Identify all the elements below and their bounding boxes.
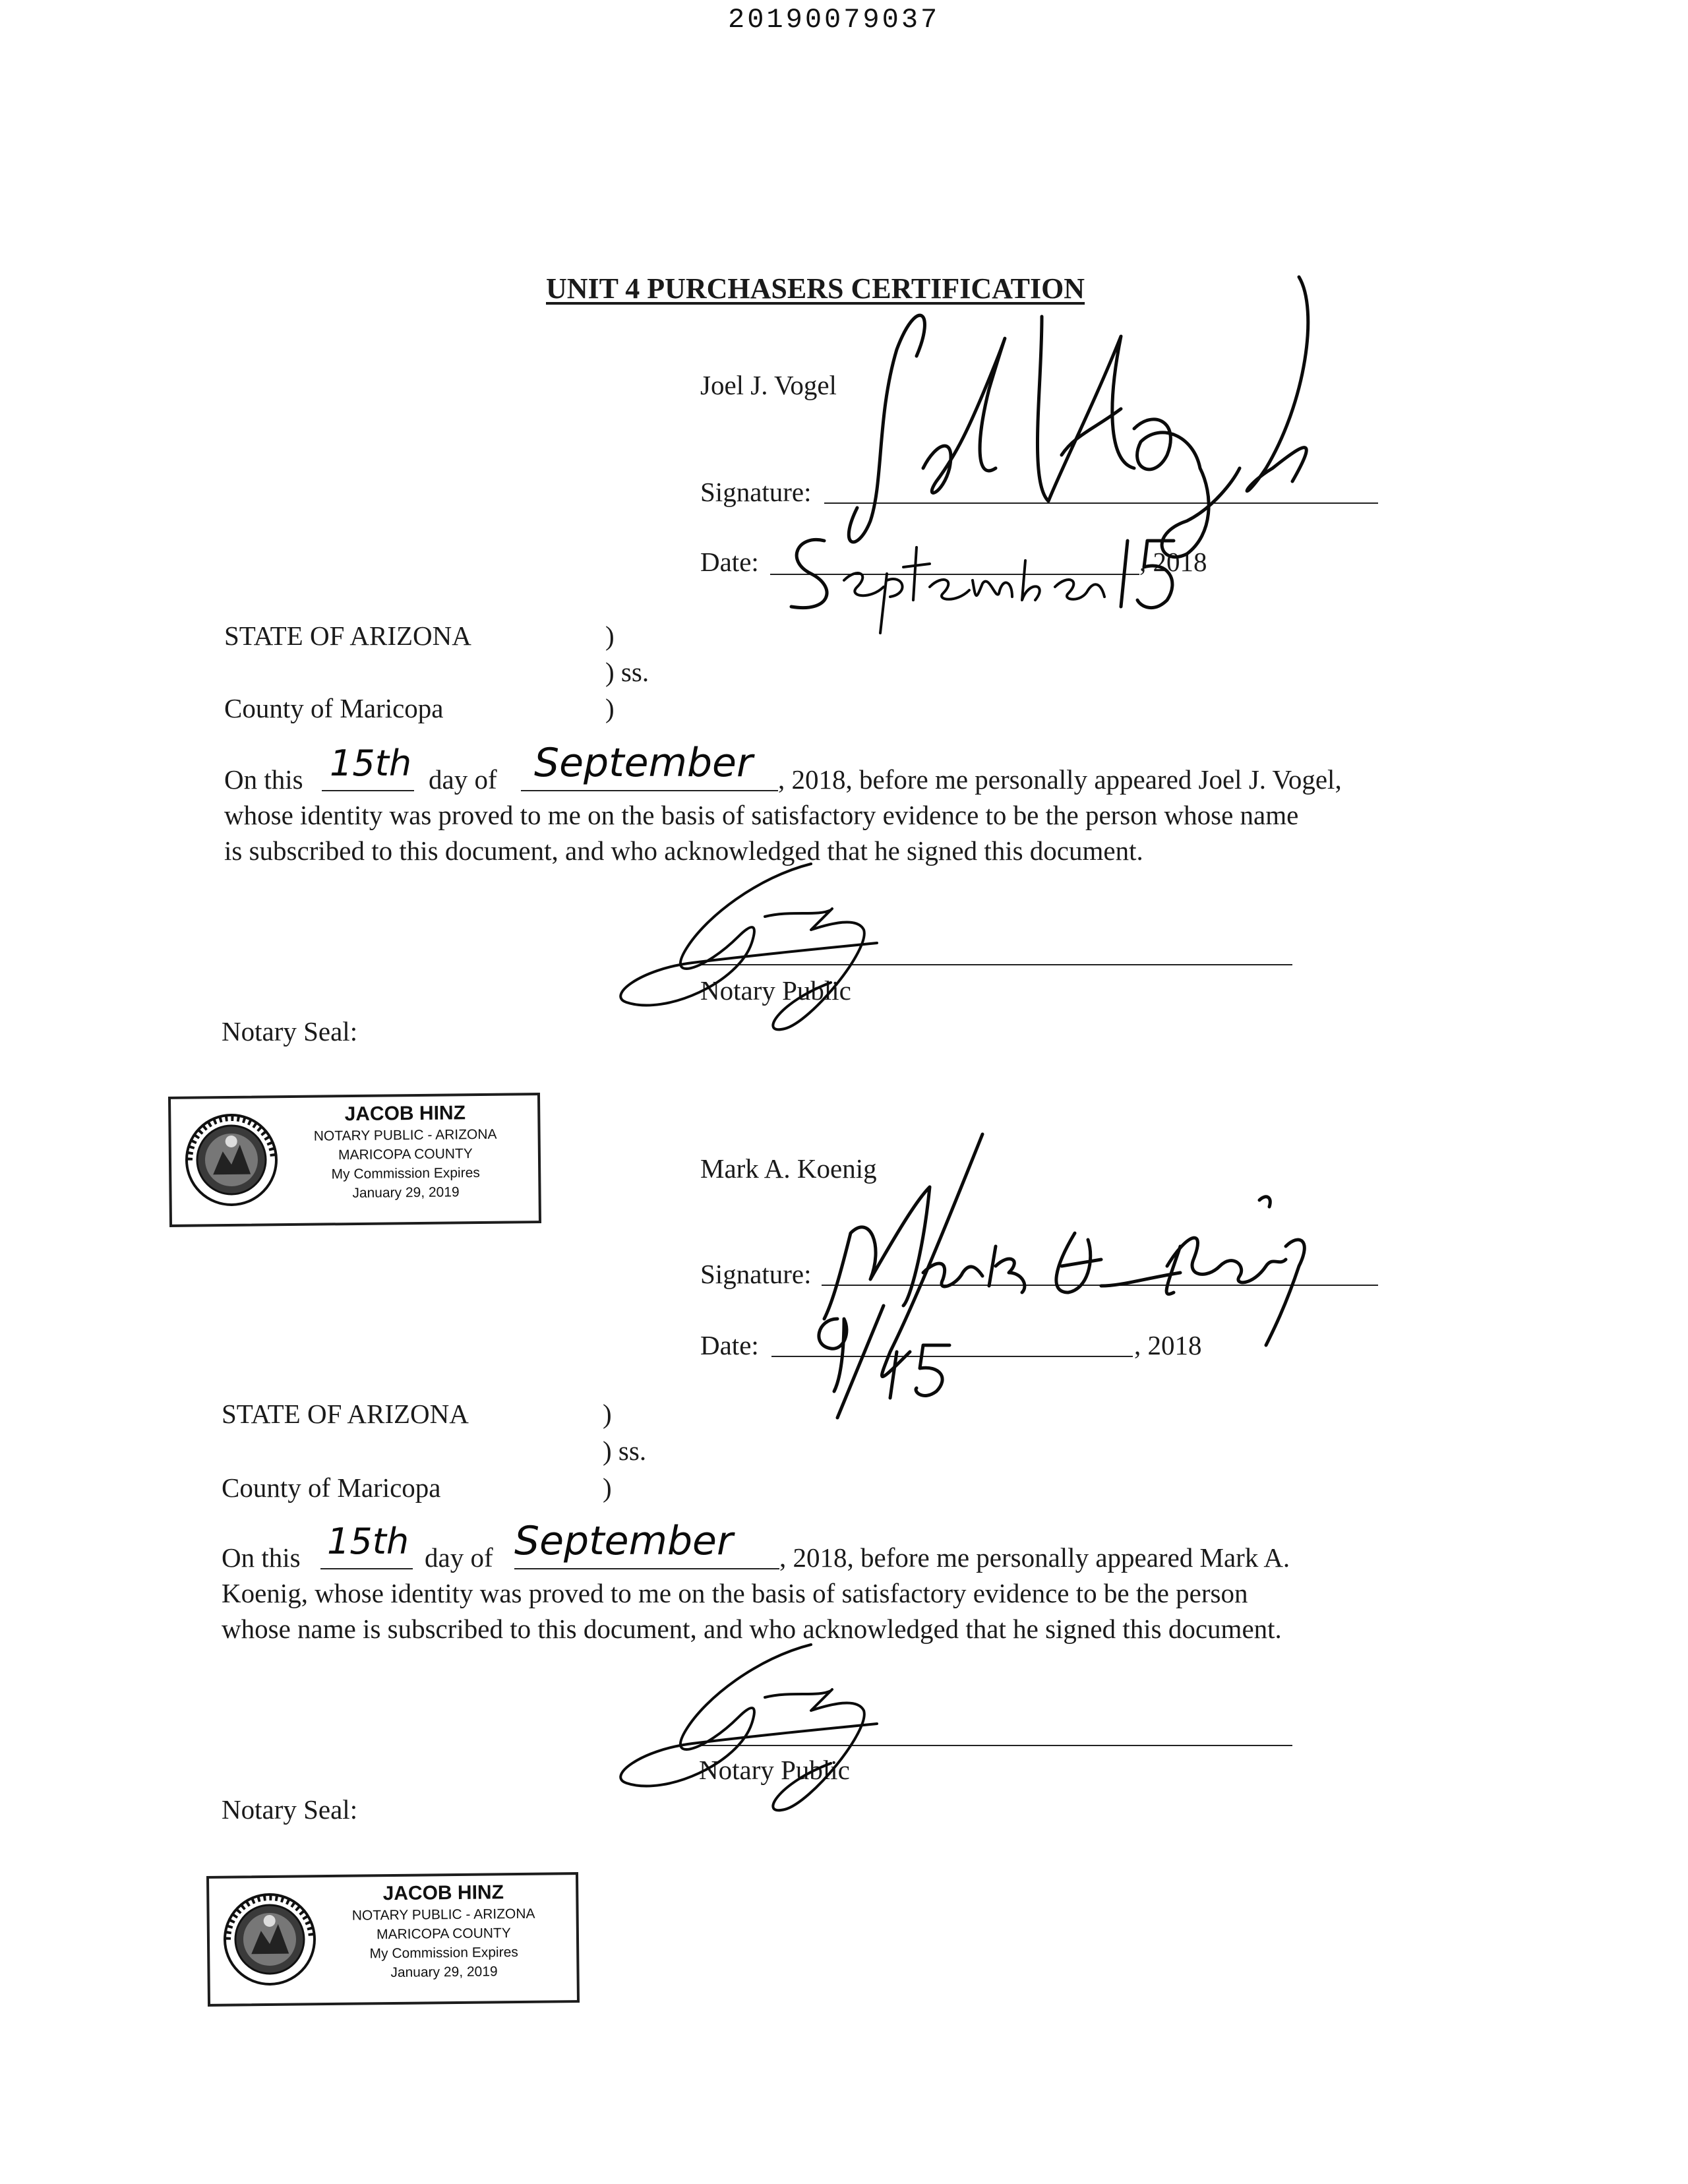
stamp-line-4: January 29, 2019 xyxy=(352,1184,460,1201)
date-line xyxy=(771,1356,1133,1357)
venue-paren-top: ) xyxy=(603,1399,612,1429)
notary-public-label: Notary Public xyxy=(699,1755,850,1785)
ack-month-handwritten: September xyxy=(534,740,753,786)
venue-state: STATE OF ARIZONA xyxy=(222,1399,469,1429)
date-year: , 2018 xyxy=(1139,547,1207,577)
date-line xyxy=(770,574,1139,575)
ack-day-of: day of xyxy=(425,1542,493,1573)
venue-ss: ) ss. xyxy=(603,1436,647,1466)
ack-line3: is subscribed to this document, and who acknowledged that he signed this document. xyxy=(224,835,1143,866)
signature-label: Signature: xyxy=(700,1259,812,1289)
venue-paren-bottom: ) xyxy=(605,693,615,723)
state-seal-icon xyxy=(183,1111,280,1209)
ack-day-handwritten: 15th xyxy=(330,743,412,784)
ack-line1-rest: , 2018, before me personally appeared Joel J. Vogel, xyxy=(778,764,1342,795)
ack-day-handwritten: 15th xyxy=(327,1521,409,1562)
purchaser-name: Mark A. Koenig xyxy=(700,1153,877,1184)
signature-label: Signature: xyxy=(700,477,812,507)
notary-stamp xyxy=(168,1093,541,1227)
ack-day-line xyxy=(320,1568,413,1569)
venue-paren-bottom: ) xyxy=(603,1472,612,1503)
ack-line1-rest: , 2018, before me personally appeared Mark A. xyxy=(779,1542,1290,1573)
stamp-line-1: NOTARY PUBLIC - ARIZONA xyxy=(351,1906,535,1924)
venue-county: County of Maricopa xyxy=(224,693,444,723)
stamp-text-block xyxy=(321,1880,566,1983)
venue-state: STATE OF ARIZONA xyxy=(224,621,471,651)
venue-paren-top: ) xyxy=(605,621,615,651)
state-seal-icon xyxy=(221,1891,318,1988)
notary-signature-1 xyxy=(613,851,930,1062)
ack-month-line xyxy=(521,790,778,791)
ack-line2: whose identity was proved to me on the basis of satisfactory evidence to be the person whose name xyxy=(224,800,1299,830)
notary-signature-line xyxy=(699,964,1292,965)
ack-month-handwritten: September xyxy=(514,1518,733,1564)
stamp-notary-name: JACOB HINZ xyxy=(344,1102,466,1126)
venue-county: County of Maricopa xyxy=(222,1472,441,1503)
stamp-notary-name: JACOB HINZ xyxy=(382,1881,504,1905)
date-year: , 2018 xyxy=(1134,1330,1202,1360)
signature-line xyxy=(822,1285,1378,1286)
notary-stamp xyxy=(206,1872,580,2007)
stamp-line-1: NOTARY PUBLIC - ARIZONA xyxy=(313,1126,497,1144)
signature-line xyxy=(824,502,1378,504)
notary-seal-label: Notary Seal: xyxy=(222,1794,358,1825)
venue-ss: ) ss. xyxy=(605,657,649,687)
handwritten-signature-vogel xyxy=(844,270,1345,640)
ack-prefix: On this xyxy=(222,1542,301,1573)
handwritten-date-koenig xyxy=(798,1292,969,1418)
ack-line2: Koenig, whose identity was proved to me on the basis of satisfactory evidence to be the person xyxy=(222,1578,1248,1608)
notary-signature-2 xyxy=(613,1631,930,1842)
stamp-text-block xyxy=(283,1101,528,1203)
stamp-line-3: My Commission Expires xyxy=(369,1945,518,1962)
stamp-line-3: My Commission Expires xyxy=(331,1165,480,1182)
stamp-line-2: MARICOPA COUNTY xyxy=(338,1146,473,1163)
stamp-line-2: MARICOPA COUNTY xyxy=(376,1926,511,1943)
notary-seal-label: Notary Seal: xyxy=(222,1016,358,1046)
notary-public-label: Notary Public xyxy=(700,975,851,1006)
ack-day-of: day of xyxy=(429,764,497,795)
ack-month-line xyxy=(514,1568,779,1569)
date-label: Date: xyxy=(700,1330,759,1360)
ack-day-line xyxy=(322,790,414,791)
ack-line3: whose name is subscribed to this document, and who acknowledged that he signed this document. xyxy=(222,1614,1282,1644)
date-label: Date: xyxy=(700,547,759,577)
document-title: UNIT 4 PURCHASERS CERTIFICATION xyxy=(546,272,1085,305)
notary-signature-line xyxy=(699,1745,1292,1746)
handwritten-signature-koenig xyxy=(811,1134,1319,1424)
purchaser-name: Joel J. Vogel xyxy=(700,370,837,400)
stamp-line-4: January 29, 2019 xyxy=(390,1964,498,1981)
ack-prefix: On this xyxy=(224,764,303,795)
recording-number: 20190079037 xyxy=(728,4,940,36)
